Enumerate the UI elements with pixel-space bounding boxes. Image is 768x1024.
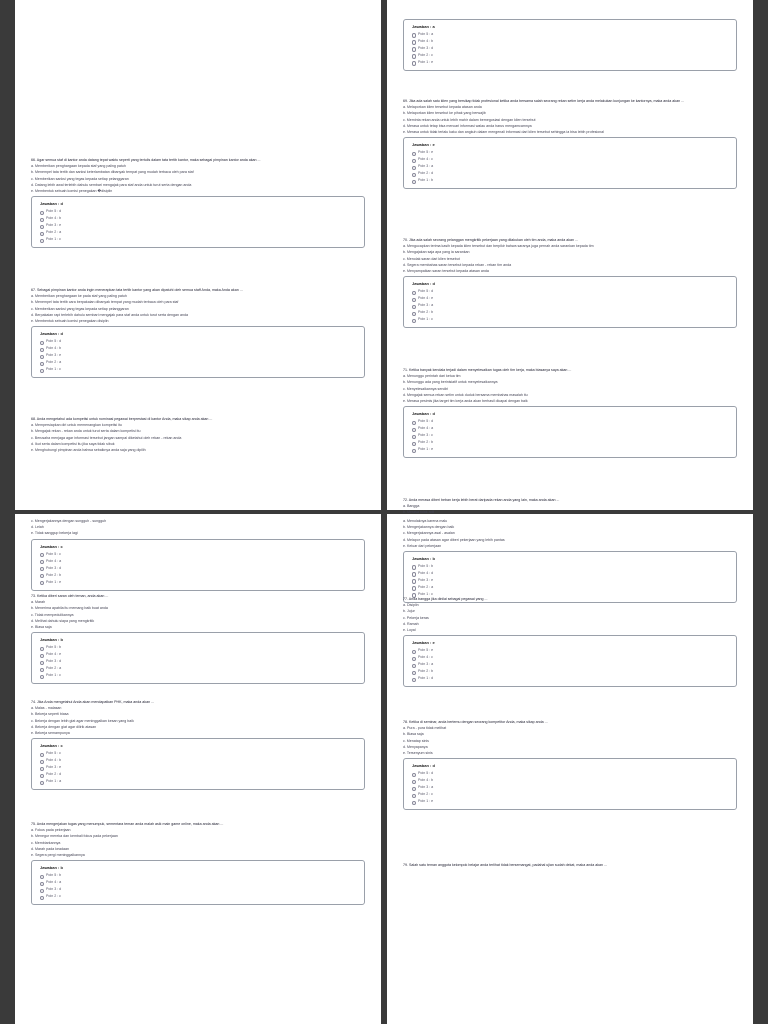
options-list [31, 163, 365, 194]
question-stem: 77. Anda bangga jika dinilai sebagai pegawai yang ... [403, 597, 488, 601]
answer-box [403, 19, 737, 71]
answer-box [31, 539, 365, 591]
answer-label: Jawaban : a [412, 24, 435, 29]
option-item: c. Memberikan sanksi yang tegas kepada setiap pelanggaran [31, 306, 129, 311]
answer-box [403, 635, 737, 687]
option-item: d. Datang lebih awal terlebih dahulu sembari mengajak para staf anda untuk turut serta dengan anda [31, 182, 192, 187]
document-page-2 [387, 0, 753, 515]
option-item: b. Menerima apabila itu memang baik buat anda [31, 606, 108, 611]
question-block [403, 719, 737, 810]
option-item: c. Memberikan sanksi yang tegas kepada setiap pelanggaran [31, 176, 129, 181]
option-item: c. Menolak saran dari klien tersebut [403, 256, 460, 261]
question-stem: 72. Anda merasa diberi beban kerja lebih berat daripada rekan anda yang lain, maka anda akan ... [403, 498, 560, 502]
option-item: e. Tidak sanggup bekerja lagi [31, 531, 78, 536]
question-stem: 70. Jika ada salah seorang pelanggan mengkritik pekerjaan yang dilakukan oleh tim anda, maka anda akan ... [403, 238, 579, 242]
point-item: Poin 3 : a [412, 661, 728, 668]
point-item: Poin 2 : a [412, 584, 728, 591]
point-item: Poin 3 : e [40, 352, 356, 359]
option-item: d. Menyapanya [403, 744, 428, 749]
point-item: Poin 3 : a [412, 163, 728, 170]
option-item: e. Menghubungi pimpinan anda bahwa sebaiknya anda saja yang dipilih [31, 448, 146, 453]
question-block [31, 699, 365, 790]
point-item: Poin 5 : d [40, 208, 356, 215]
option-item: d. Marah pada keadaan [31, 846, 69, 851]
answer-box [31, 860, 365, 905]
point-item: Poin 5 : b [412, 563, 728, 570]
option-item: a. Malas - malasan [31, 706, 62, 711]
point-item: Poin 2 : d [412, 170, 728, 177]
option-item: a. Melaporkan klien tersebut kepada atasan anda [403, 105, 482, 110]
document-page-1 [15, 0, 381, 510]
option-item: e. Membentuk sebuah komisi penegakan �disiplin [31, 189, 113, 194]
question-block [403, 237, 737, 328]
point-item: Poin 2 : c [40, 893, 356, 900]
option-item: e. Keluar dari pekerjaan [403, 543, 442, 548]
point-item: Poin 1 : c [40, 236, 356, 243]
answer-label: Jawaban : d [412, 281, 435, 287]
question-stem: 73. Ketika diberi saran oleh teman, anda akan ... [31, 594, 109, 598]
option-item: d. Ikut serta dalam kompetisi itu jika saya tidak sibuk [31, 441, 115, 446]
point-item: Poin 4 : b [40, 757, 356, 764]
option-item: e. Biasa saja [31, 625, 52, 630]
question-stem: 68. Anda mengetahui ada kompetisi untuk nominasi pegawai berprestasi di kantor Anda, maka sikap anda akan ... [31, 417, 213, 421]
option-item: e. Tersenyum sinis [403, 751, 433, 756]
options-list [31, 293, 365, 324]
options-list [31, 422, 365, 453]
points-list [412, 770, 728, 805]
question-block [403, 17, 737, 71]
option-item: e. Bekerja semampunya [31, 731, 70, 736]
point-item: Poin 3 : a [412, 302, 728, 309]
question-block [403, 518, 737, 603]
point-item: Poin 5 : c [40, 750, 356, 757]
point-item: Poin 4 : b [40, 345, 356, 352]
answer-label: Jawaban : d [40, 331, 63, 337]
answer-box [31, 632, 365, 684]
option-item: c. Mengerjakannya asal - asalan [403, 531, 455, 536]
option-item: c. Meminta rekan anda untuk lebih mahir dalam bernegosiasi dengan klien tersebut [403, 117, 536, 122]
point-item: Poin 2 : b [40, 572, 356, 579]
point-item: Poin 5 : b [40, 872, 356, 879]
point-item: Poin 4 : c [412, 654, 728, 661]
option-item: d. Mengajak semua rekan setim untuk duduk bersama membahas masalah itu [403, 392, 528, 397]
question-block [403, 367, 737, 458]
question-block [31, 157, 365, 248]
point-item: Poin 1 : d [412, 675, 728, 682]
question-stem: 74. Jika Anda mengetahui Anda akan mendapatkan PHK, maka anda akan ... [31, 700, 155, 704]
answer-label: Jawaban : e [412, 142, 435, 148]
options-list [31, 827, 365, 858]
option-item: a. Mengucapkan terima kasih kepada klien tersebut dan berpikir bahwa saranya juga pernah anda sarankan kepada tim [403, 244, 594, 249]
option-item: d. Lelah [31, 525, 44, 530]
point-item: Poin 2 : a [40, 665, 356, 672]
options-list [31, 518, 365, 537]
option-item: d. Segera membahas saran tersebut kepada rekan - rekan tim anda [403, 262, 512, 267]
option-item: e. Menyampaikan saran tersebut kepada atasan anda [403, 269, 489, 274]
point-item: Poin 3 : a [412, 784, 728, 791]
option-item: a. Menolaknya karena malu [403, 519, 448, 523]
points-list [412, 149, 728, 184]
points-list [412, 288, 728, 323]
option-item: b. Biasa saja [403, 732, 424, 737]
option-item: b. Menempel tata tertib dan sanksi keterlambatan dibanyak tempat yang mudah terbaca oleh para staf [31, 170, 194, 175]
point-item: Poin 1 : b [412, 177, 728, 184]
option-item: a. Memberikan penghargaan ke pada staf yang paling patuh [31, 294, 127, 299]
answer-label: Jawaban : d [40, 201, 63, 207]
option-item: a. Mempersiapkan diri untuk memenangkan kompetisi itu [31, 423, 122, 428]
options-list [403, 104, 737, 135]
point-item: Poin 4 : a [40, 879, 356, 886]
option-item: a. Memberikan penghargaan kepada staf yang paling patuh [31, 164, 126, 169]
point-item: Poin 2 : b [412, 668, 728, 675]
point-item: Poin 3 : e [412, 577, 728, 584]
option-item: c. Pekerja keras [403, 615, 429, 620]
points-list [412, 563, 728, 598]
answer-label: Jawaban : b [40, 637, 63, 643]
answer-label: Jawaban : d [412, 411, 435, 417]
option-item: a. Fokus pada pekerjaan [31, 828, 71, 833]
options-list [31, 705, 365, 736]
points-list [412, 418, 728, 453]
answer-box [31, 326, 365, 378]
point-item: Poin 1 : c [40, 366, 356, 373]
question-stem: 71. Ketika banyak kendala terjadi dalam menyelesaikan tugas oleh tim kerja, maka biasanya saya akan ... [403, 368, 572, 372]
point-item: Poin 1 : c [412, 591, 728, 598]
points-list [40, 750, 356, 785]
point-item: Poin 3 : d [40, 886, 356, 893]
point-item: Poin 5 : d [412, 288, 728, 295]
option-item: c. Bekerja dengan lebih giat agar meninggalkan kesan yang baik [31, 718, 134, 723]
point-item: Poin 3 : e [40, 764, 356, 771]
answer-label: Jawaban : d [412, 763, 435, 769]
option-item: d. Ramah [403, 621, 419, 626]
option-item: b. Mengajak rekan - rekan anda untuk turut serta dalam kompetisi itu [31, 429, 141, 434]
answer-box [403, 137, 737, 189]
points-list [40, 208, 356, 243]
options-list [403, 602, 737, 633]
answer-label: Jawaban : c [40, 743, 63, 749]
point-item: Poin 1 : e [40, 579, 356, 586]
document-page-4 [387, 514, 753, 1024]
option-item: d. Merasa untuk tetap bisa mencari informasi walau anda harus mengamcamnya [403, 123, 532, 128]
point-item: Poin 2 : c [412, 52, 728, 59]
option-item: c. Menyelesaikannya sendiri [403, 386, 449, 391]
option-item: a. Bangga [403, 504, 420, 509]
answer-label: Jawaban : b [412, 556, 435, 562]
option-item: b. Menempel tata tertib cara berpakaian dibanyak tempat yang mudah terbaca oleh para staf [31, 300, 179, 305]
options-list [403, 243, 737, 274]
document-page-3 [15, 514, 381, 1024]
point-item: Poin 3 : d [40, 658, 356, 665]
option-item: b. Jujur [403, 609, 415, 614]
point-item: Poin 1 : e [412, 446, 728, 453]
point-item: Poin 4 : e [40, 651, 356, 658]
point-item: Poin 1 : a [40, 778, 356, 785]
point-item: Poin 2 : a [40, 359, 356, 366]
question-block [403, 497, 737, 516]
option-item: e. Loyal [403, 628, 416, 633]
question-block [31, 287, 365, 378]
point-item: Poin 5 : e [412, 149, 728, 156]
option-item: c. Membiarkannya [31, 840, 61, 845]
option-item: b. Bekerja seperti biasa [31, 712, 69, 717]
point-item: Poin 1 : c [40, 672, 356, 679]
point-item: Poin 4 : d [412, 570, 728, 577]
point-item: Poin 3 : e [40, 222, 356, 229]
point-item: Poin 5 : c [40, 551, 356, 558]
option-item: b. Mengerjakannya dengan baik [403, 525, 455, 530]
point-item: Poin 2 : b [412, 439, 728, 446]
question-block [31, 821, 365, 905]
answer-box [403, 406, 737, 458]
point-item: Poin 2 : b [412, 309, 728, 316]
point-item: Poin 5 : a [412, 31, 728, 38]
answer-box [31, 738, 365, 790]
point-item: Poin 3 : c [412, 432, 728, 439]
point-item: Poin 3 : d [412, 45, 728, 52]
option-item: c. Mengerjakannya dengan sungguh - sungguh [31, 519, 107, 523]
question-stem: 75. Anda mengerjakan tugas yang menumpuk, sementara teman anda malah asik main game online, maka anda akan ... [31, 822, 224, 826]
points-list [40, 338, 356, 373]
point-item: Poin 5 : e [412, 647, 728, 654]
option-item: d. Berpakaian rapi terlebih dahulu sembari mengajak para staf anda untuk turut serta dengan anda [31, 312, 189, 317]
question-block [31, 593, 365, 684]
option-item: e. Segera pergi meninggalkannya [31, 853, 85, 858]
answer-label: Jawaban : e [412, 640, 435, 646]
option-item: c. Menatap sinis [403, 738, 429, 743]
options-list [403, 725, 737, 756]
options-list [31, 599, 365, 630]
question-stem: 79. Salah satu teman anggota kelompok belajar anda terlihat tidak bersemangat, padahal ujian sudah dekat, maka anda akan ... [403, 863, 607, 867]
answer-label: Jawaban : c [40, 543, 63, 549]
options-list [403, 518, 737, 549]
option-item: a. Disiplin [403, 603, 419, 608]
points-list [40, 644, 356, 679]
point-item: Poin 5 : d [412, 770, 728, 777]
answer-box [403, 758, 737, 810]
answer-box [403, 276, 737, 328]
question-stem: 69. Jika ada salah satu klien yang bersikap tidak profesional ketika anda bersama salah seorang rekan setim kerja anda melakukan kunjungan ke kantornya, maka anda akan ... [403, 99, 685, 103]
question-block [403, 596, 737, 687]
point-item: Poin 5 : d [412, 418, 728, 425]
answer-box [31, 196, 365, 248]
point-item: Poin 1 : c [412, 316, 728, 323]
option-item: a. Menunggu perintah dari ketua tim [403, 374, 461, 379]
option-item: a. Pura - pura tidak melihat [403, 726, 447, 731]
point-item: Poin 5 : d [40, 338, 356, 345]
point-item: Poin 2 : a [40, 229, 356, 236]
points-list [40, 551, 356, 586]
point-item: Poin 1 : e [412, 798, 728, 805]
option-item: c. Berusaha menjaga agar informasi tersebut jangan sampai diketahui oleh rekan - rekan anda [31, 435, 182, 440]
point-item: Poin 4 : a [40, 558, 356, 565]
option-item: b. Menunggu ada yang berinisiatif untuk menyelesaikannya [403, 380, 498, 385]
point-item: Poin 4 : e [412, 295, 728, 302]
point-item: Poin 4 : a [412, 425, 728, 432]
question-block [31, 518, 365, 591]
point-item: Poin 3 : d [40, 565, 356, 572]
option-item: d. Melihat dahulu siapa yang mengkritik [31, 618, 95, 623]
option-item: b. Menegur mereka dan kembali fokus pada pekerjaan [31, 834, 118, 839]
option-item: e. Merasa untuk tidak terlalu kaku dan angkuh dalam mengenali informasi dari klien tersebut sehingga ia bisa lebih profesional [403, 130, 604, 135]
question-block [403, 98, 737, 189]
points-list [412, 647, 728, 682]
answer-label: Jawaban : b [40, 865, 63, 871]
point-item: Poin 1 : e [412, 59, 728, 66]
question-stem: 78. Ketika di seminar, anda bertemu dengan seorang kompetitor Anda, maka sikap anda ... [403, 720, 548, 724]
point-item: Poin 4 : b [412, 777, 728, 784]
option-item: b. Merasa tidak adil [403, 510, 435, 515]
option-item: e. Membentuk sebuah komisi penegakan disiplin [31, 319, 109, 324]
point-item: Poin 4 : b [412, 38, 728, 45]
option-item: d. Bekerja dengan giat agar dilirik atasan [31, 724, 97, 729]
points-list [40, 872, 356, 900]
options-list [403, 373, 737, 404]
point-item: Poin 4 : b [40, 215, 356, 222]
question-stem: 66. Agar semua staf di kantor anda datang tepat waktu seperti yang tertulis dalam tata tertib kantor, maka sebagai pimpinan kantor anda akan ... [31, 158, 261, 162]
question-block [31, 416, 365, 453]
option-item: d. Melapor pada atasan agar diberi pekerjaan yang lebih pantas [403, 537, 505, 542]
points-list [412, 31, 728, 66]
option-item: c. Tidak mempedulikannya [31, 612, 74, 617]
point-item: Poin 5 : b [40, 644, 356, 651]
option-item: a. Marah [31, 600, 46, 605]
question-stem: 67. Sebagai pimpinan kantor anda ingin menerapkan tata tertib kantor yang akan dipatuhi oleh semua staff Anda, maka Anda akan ... [31, 288, 243, 292]
option-item: b. Melaporkan klien tersebut ke pihak yang berwajib [403, 111, 486, 116]
option-item: b. Mengajakan saja apa yang ia sarankan [403, 250, 470, 255]
point-item: Poin 4 : c [412, 156, 728, 163]
option-item: e. Merasa pesimis jika target tim kerja anda akan berhasil dicapai dengan baik [403, 399, 528, 404]
point-item: Poin 2 : d [40, 771, 356, 778]
point-item: Poin 2 : c [412, 791, 728, 798]
question-block [403, 862, 737, 868]
